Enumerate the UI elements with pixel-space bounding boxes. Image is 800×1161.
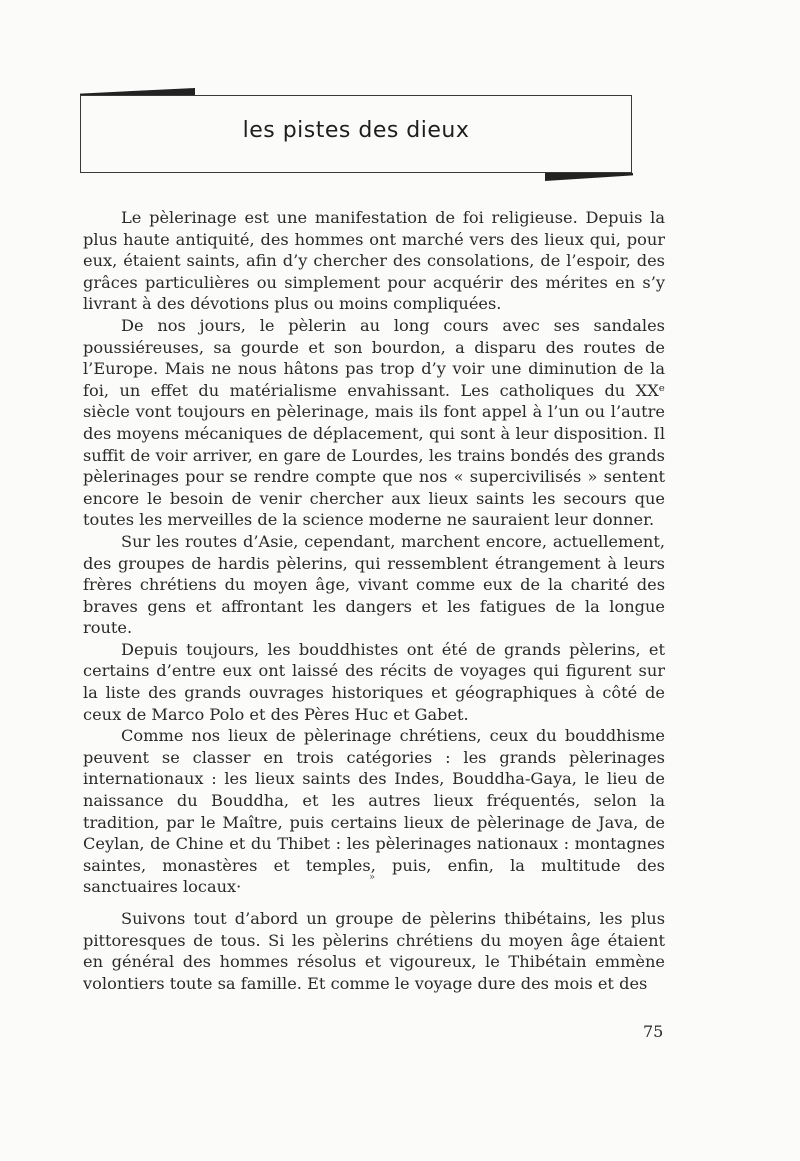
paragraph: De nos jours, le pèlerin au long cours avec ses sandales poussiéreuses, sa gourde et son bourdon, a disparu des routes de l’Europe. Mais ne nous hâtons pas trop d’y voir une diminution de la foi, un effet du matérialisme envahissant. Les catholiques du XXᵉ siècle vont toujours en pèlerinage, mais ils font appel à l’un ou l’autre des moyens mécaniques de déplacement, qui sont à leur disposition. Il suffit de voir arriver, en gare de Lourdes, les trains bondés des grands pèlerinages pour se rendre compte que nos « supercivilisés » sentent encore le besoin de venir chercher aux lieux saints les secours que toutes les merveilles de la science moderne ne sauraient leur donner. bbox=[83, 315, 665, 530]
page-number: 75 bbox=[643, 1022, 664, 1041]
paragraph: Le pèlerinage est une manifestation de foi religieuse. Depuis la plus haute antiquité, des hommes ont marché vers des lieux qui, pour eux, étaient saints, afin d’y chercher des consolations, de l’espoir, des grâces particulières ou simplement pour acquérir des mérites en s’y livrant à des dévotions plus ou moins compliquées. bbox=[83, 208, 665, 314]
paragraph: Suivons tout d’abord un groupe de pèlerins thibétains, les plus pittoresques de tous. Si les pèlerins chrétiens du moyen âge étaient en général des hommes résolus et vigoureux, le Thibétain emmène volontiers toute sa famille. Et comme le voyage dure des mois et des bbox=[83, 909, 665, 993]
paragraph: Sur les routes d’Asie, cependant, marchent encore, actuellement, des groupes de hardis pèlerins, qui ressemblent étrangement à leurs frères chrétiens du moyen âge, vivant comme eux de la charité des braves gens et affrontant les dangers et les fatigues de la longue route. bbox=[83, 531, 665, 638]
continuation-text bbox=[83, 908, 665, 994]
paragraph: Depuis toujours, les bouddhistes ont été de grands pèlerins, et certains d’entre eux ont laissé des récits de voyages qui figurent sur la liste des grands ouvrages historiques et géographiques à côté de ceux de Marco Polo et des Pères Huc et Gabet. bbox=[83, 639, 665, 724]
main-text bbox=[83, 207, 665, 898]
section-separator: » bbox=[369, 872, 376, 883]
title-rule-right bbox=[545, 173, 633, 181]
paragraph: Comme nos lieux de pèlerinage chrétiens, ceux du bouddhisme peuvent se classer en trois catégories : les grands pèlerinages internationaux : les lieux saints des Indes, Bouddha-Gaya, le lieu de naissance du Bouddha, et les autres lieux fréquentés, selon la tradition, par le Maître, puis certains lieux de pèlerinage de Java, de Ceylan, de Chine et du Thibet : les pèlerinages nationaux : montagnes saintes, monastères et temples, puis, enfin, la multitude des sanctuaires locaux· bbox=[83, 726, 665, 897]
chapter-title: les pistes des dieux bbox=[242, 118, 470, 143]
chapter-title-box bbox=[80, 95, 632, 173]
